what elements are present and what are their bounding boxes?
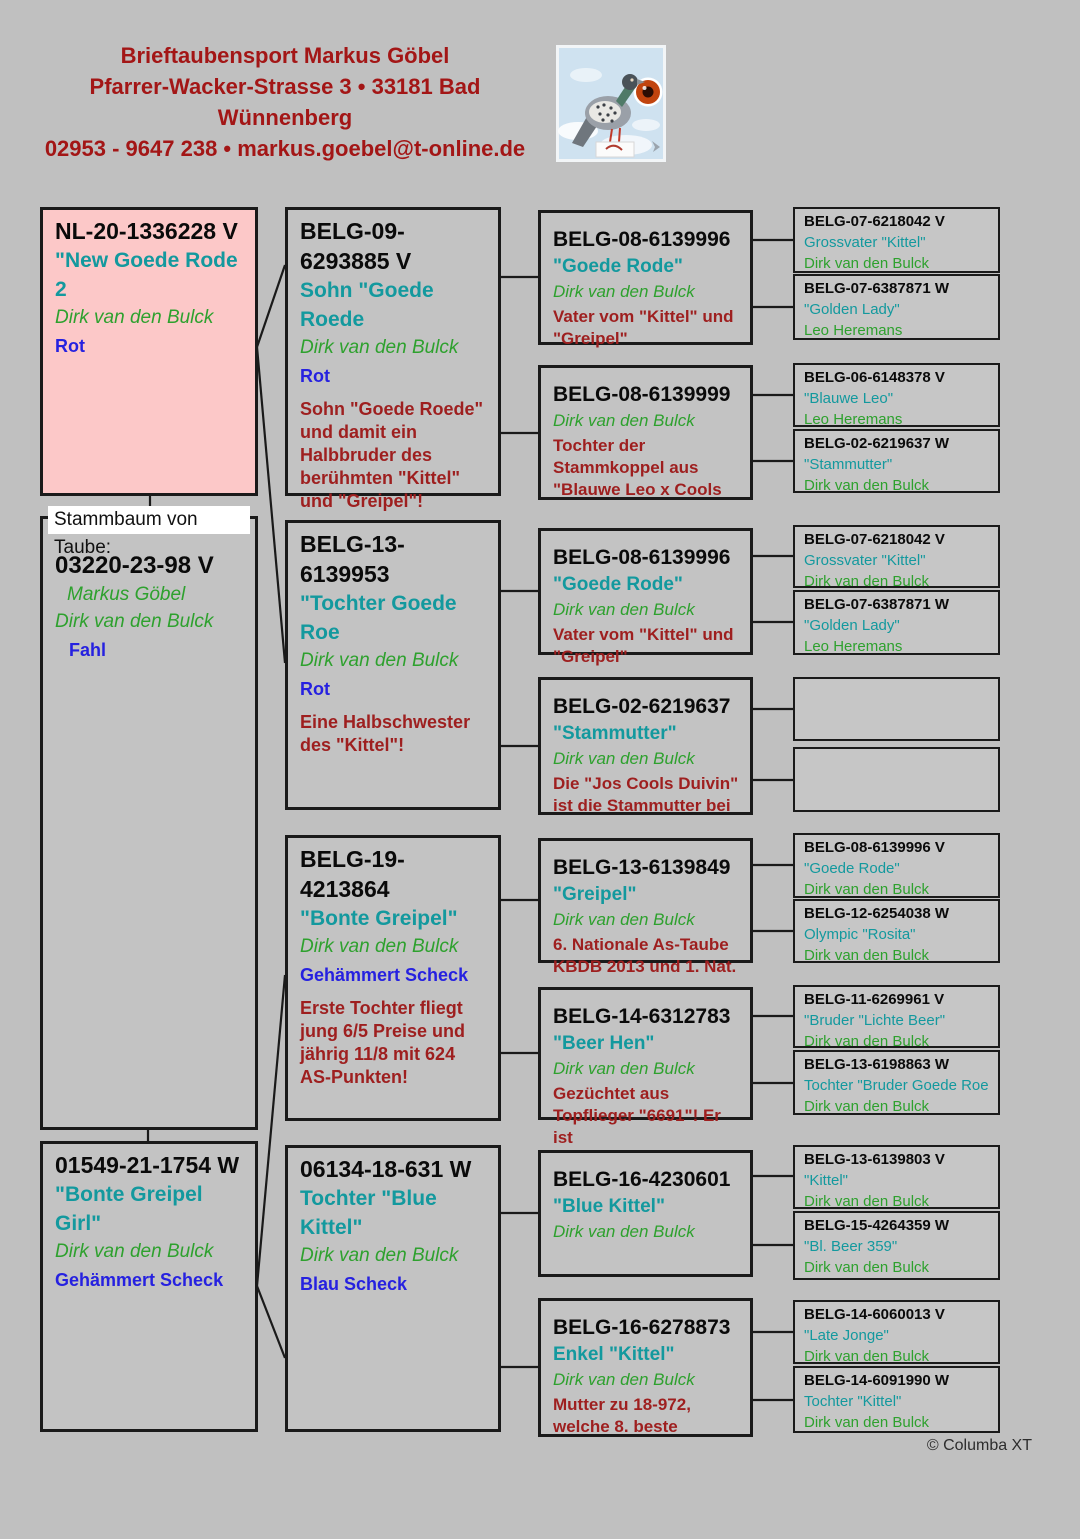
pedigree-box-gen3-6 — [538, 987, 753, 1147]
header-title: Brieftaubensport Markus Göbel — [120, 43, 450, 68]
ring-number: BELG-14-6312783 — [553, 1005, 731, 1028]
breeder-name: Dirk van den Bulck — [804, 477, 930, 494]
pigeon-name: Sohn "Goede Roede — [300, 279, 434, 331]
pedigree-box-subject — [40, 516, 258, 1130]
pigeon-head — [622, 74, 638, 90]
header-block — [20, 40, 550, 164]
ring-number: BELG-07-6218042 V — [804, 531, 945, 548]
ring-number: 06134-18-631 W — [300, 1156, 472, 1182]
ring-number: BELG-14-6060013 V — [804, 1306, 945, 1323]
breeder-name: Dirk van den Bulck — [804, 1348, 930, 1365]
breeder-name: Dirk van den Bulck — [804, 1259, 930, 1276]
ring-number: BELG-07-6387871 W — [804, 596, 950, 613]
pedigree-box-gen4-4 — [793, 429, 1000, 493]
pedigree-box-mother — [40, 1141, 258, 1432]
breeder-name: Dirk van den Bulck — [804, 1414, 930, 1431]
pigeon-pedestal — [596, 142, 634, 157]
pigeon-name: "Blue Kittel" — [553, 1196, 665, 1217]
comment-text: 6. Nationale As-Taube KBDB 2013 und 1. Nat. — [553, 935, 737, 976]
pedigree-box-gen4-2 — [793, 274, 1000, 340]
ring-number: BELG-02-6219637 W — [804, 435, 950, 452]
pigeon-name: Tochter "Bruder Goede Roe — [804, 1077, 989, 1094]
ring-number: BELG-12-6254038 W — [804, 905, 950, 922]
comment-text: Eine Halbschwester des "Kittel"! — [300, 712, 471, 755]
pigeon-name: Tochter "Blue Kittel" — [300, 1187, 437, 1239]
comment-text: Erste Tochter fliegt jung 6/5 Preise und jährig 11/8 mit 624 AS-Punkten! — [300, 998, 466, 1087]
ring-number: BELG-08-6139996 — [553, 228, 731, 251]
pedigree-box-gen4-15 — [793, 1300, 1000, 1364]
pedigree-box-gen4-3 — [793, 363, 1000, 427]
breeder-name: Dirk van den Bulck — [553, 1059, 695, 1078]
ring-number: BELG-08-6139996 V — [804, 839, 945, 856]
breeder-name: Dirk van den Bulck — [553, 1222, 695, 1241]
pigeon-name: "New Goede Rode 2 — [55, 249, 238, 301]
breeder-name: Leo Heremans — [804, 411, 903, 428]
breeder-name: Leo Heremans — [804, 322, 903, 339]
pigeon-name: Enkel "Kittel" — [553, 1344, 675, 1365]
pedigree-box-gen3-5 — [538, 838, 753, 976]
pigeon-name: "Stammutter" — [804, 456, 893, 473]
breeder-name: Dirk van den Bulck — [804, 1098, 930, 1115]
pigeon-name: Grossvater "Kittel" — [804, 234, 926, 251]
pedigree-box-gen3-7 — [538, 1150, 753, 1277]
owner-name: Markus Göbel — [67, 584, 186, 605]
color-designation: Rot — [300, 679, 330, 699]
breeder-name: Dirk van den Bulck — [553, 910, 695, 929]
pigeon-name: "Late Jonge" — [804, 1327, 889, 1344]
pigeon-photo — [556, 45, 666, 162]
pedigree-box-gen4-12 — [793, 1050, 1000, 1115]
breeder-name: Dirk van den Bulck — [55, 1241, 214, 1262]
header-address: Pfarrer-Wacker-Strasse 3 • 33181 Bad Wünnenberg — [89, 74, 481, 130]
pedigree-box-father — [40, 207, 258, 496]
pedigree-box-gen4-9 — [793, 833, 1000, 898]
pigeon-name: "Tochter Goede Roe — [300, 592, 457, 644]
ring-number: 01549-21-1754 W — [55, 1152, 240, 1178]
color-designation: Fahl — [69, 640, 107, 660]
ring-number: BELG-08-6139996 — [553, 546, 731, 569]
ring-number: BELG-02-6219637 — [553, 695, 731, 718]
breeder-name: Dirk van den Bulck — [804, 573, 930, 590]
comment-text: Sohn "Goede Roede" und damit ein Halbbruder des berühmten "Kittel" und "Greipel"! — [300, 399, 484, 511]
ring-number: BELG-16-6278873 — [553, 1316, 731, 1339]
ring-number: BELG-14-6091990 W — [804, 1372, 950, 1389]
pigeon-name: "Goede Rode" — [804, 860, 900, 877]
pedigree-box-gen2-4 — [285, 1145, 501, 1432]
pigeon-name: "Blauwe Leo" — [804, 390, 894, 407]
pedigree-box-gen4-1 — [793, 207, 1000, 273]
pigeon-name: "Stammutter" — [553, 723, 677, 744]
breeder-name: Dirk van den Bulck — [553, 749, 695, 768]
pigeon-name: "Golden Lady" — [804, 617, 900, 634]
pedigree-box-gen4-5 — [793, 525, 1000, 588]
breeder-name: Dirk van den Bulck — [300, 936, 459, 957]
color-designation: Blau Scheck — [300, 1274, 408, 1294]
pedigree-box-gen3-3 — [538, 528, 753, 666]
pigeon-name: Grossvater "Kittel" — [804, 552, 926, 569]
comment-text: Vater vom "Kittel" und "Greipel" — [553, 307, 734, 348]
ring-number: BELG-15-4264359 W — [804, 1217, 950, 1234]
pigeon-name: "Goede Rode" — [553, 574, 683, 595]
ring-number: BELG-13-6139849 — [553, 856, 731, 879]
ring-number: BELG-13-6139803 V — [804, 1151, 945, 1168]
breeder-name: Dirk van den Bulck — [553, 282, 695, 301]
ring-number: BELG-07-6218042 V — [804, 213, 945, 230]
breeder-name: Dirk van den Bulck — [804, 255, 930, 272]
pigeon-name: "Greipel" — [553, 884, 637, 905]
ring-number: NL-20-1336228 V — [55, 218, 238, 244]
pedigree-box-gen3-2 — [538, 365, 753, 500]
breeder-name: Dirk van den Bulck — [804, 881, 930, 898]
breeder-name: Dirk van den Bulck — [300, 337, 459, 358]
breeder-name: Dirk van den Bulck — [804, 1193, 930, 1210]
breeder-name: Dirk van den Bulck — [553, 600, 695, 619]
color-designation: Gehämmert Scheck — [300, 965, 469, 985]
color-designation: Rot — [300, 366, 330, 386]
ring-number: BELG-08-6139999 — [553, 383, 731, 406]
ring-number: 03220-23-98 V — [55, 552, 214, 579]
pedigree-box-gen3-8 — [538, 1298, 753, 1437]
pigeon-name: "Goede Rode" — [553, 256, 683, 277]
comment-text: Gezüchtet aus Topflieger "6691"! Er ist — [553, 1084, 721, 1147]
pedigree-box-gen4-8 — [793, 747, 1000, 812]
comment-text: Die "Jos Cools Duivin" ist die Stammutter bei — [553, 774, 739, 815]
color-designation: Rot — [55, 336, 85, 356]
pedigree-box-gen4-7 — [793, 677, 1000, 741]
comment-text: Mutter zu 18-972, welche 8. beste — [553, 1395, 691, 1436]
copyright-note: © Columba XT — [926, 1437, 1032, 1454]
pigeon-name: "Bonte Greipel" — [300, 907, 458, 930]
subject-label: Stammbaum von Taube: — [48, 506, 250, 534]
ring-number: BELG-16-4230601 — [553, 1168, 731, 1191]
pigeon-name: "Bruder "Lichte Beer" — [804, 1012, 946, 1029]
ring-number: BELG-13-6139953 — [300, 531, 405, 587]
breeder-name: Dirk van den Bulck — [55, 611, 214, 632]
ring-number: BELG-13-6198863 W — [804, 1056, 950, 1073]
pedigree-box-gen4-14 — [793, 1211, 1000, 1280]
pigeon-name: "Beer Hen" — [553, 1033, 655, 1054]
pedigree-box-gen3-1 — [538, 210, 753, 348]
comment-text: Tochter der Stammkoppel aus "Blauwe Leo x Cools — [553, 436, 722, 499]
breeder-name: Dirk van den Bulck — [804, 947, 930, 964]
pedigree-box-gen2-3 — [285, 835, 501, 1121]
pigeon-name: "Bonte Greipel Girl" — [55, 1183, 203, 1235]
pedigree-box-gen4-13 — [793, 1145, 1000, 1209]
breeder-name: Dirk van den Bulck — [553, 411, 695, 430]
breeder-name: Dirk van den Bulck — [55, 307, 214, 328]
pigeon-name: Olympic "Rosita" — [804, 926, 916, 943]
comment-text: Vater vom "Kittel" und "Greipel" — [553, 625, 734, 666]
breeder-name: Dirk van den Bulck — [300, 1245, 459, 1266]
pedigree-box-gen4-11 — [793, 985, 1000, 1048]
pedigree-box-gen2-2 — [285, 520, 501, 810]
breeder-name: Dirk van den Bulck — [300, 650, 459, 671]
pedigree-box-gen4-16 — [793, 1366, 1000, 1433]
ring-number: BELG-09-6293885 V — [300, 218, 412, 274]
ring-number: BELG-19-4213864 — [300, 846, 405, 902]
ring-number: BELG-07-6387871 W — [804, 280, 950, 297]
pedigree-box-gen4-6 — [793, 590, 1000, 655]
breeder-name: Leo Heremans — [804, 638, 903, 655]
ring-number: BELG-06-6148378 V — [804, 369, 945, 386]
pigeon-name: "Bl. Beer 359" — [804, 1238, 898, 1255]
pedigree-box-gen2-1 — [285, 207, 501, 511]
ring-number: BELG-11-6269961 V — [804, 991, 945, 1008]
breeder-name: Dirk van den Bulck — [804, 1033, 930, 1050]
pedigree-box-gen3-4 — [538, 677, 753, 815]
pedigree-box-gen4-10 — [793, 899, 1000, 963]
pigeon-name: "Kittel" — [804, 1172, 848, 1189]
breeder-name: Dirk van den Bulck — [553, 1370, 695, 1389]
pigeon-name: "Golden Lady" — [804, 301, 900, 318]
color-designation: Gehämmert Scheck — [55, 1270, 224, 1290]
pigeon-name: Tochter "Kittel" — [804, 1393, 902, 1410]
header-contact: 02953 - 9647 238 • markus.goebel@t-online.de — [44, 136, 526, 161]
